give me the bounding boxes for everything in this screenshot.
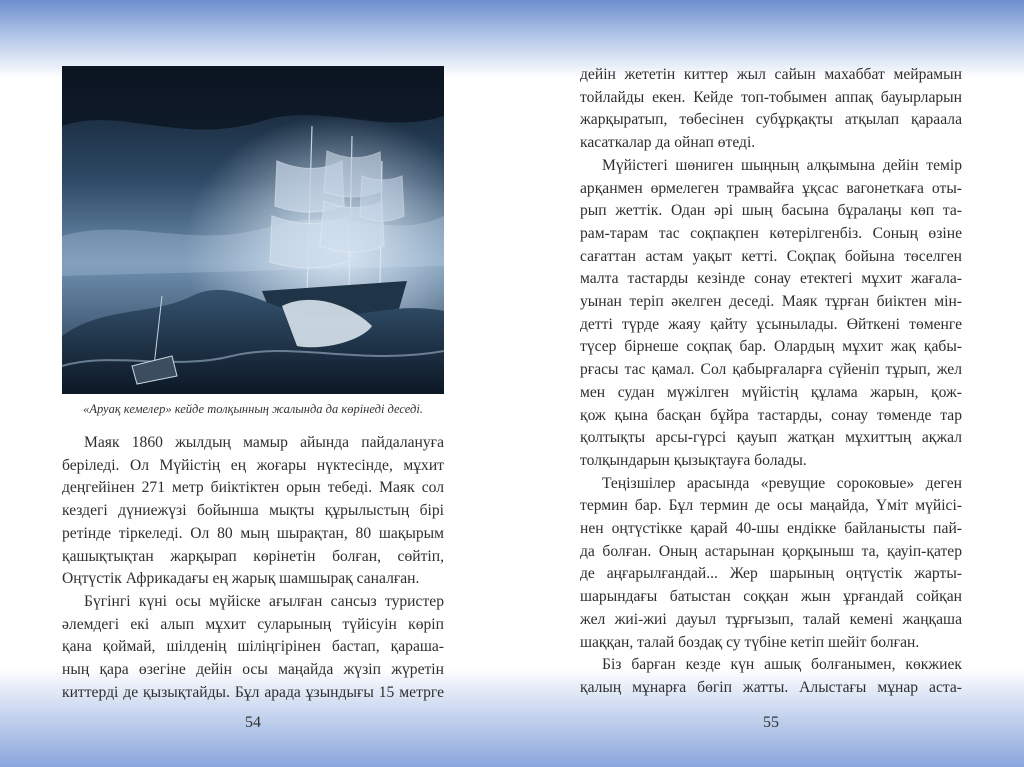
text-line: рғасы тас қамал. Сол қабырғаларға сүйеніп тұрып, жел — [580, 361, 962, 379]
paragraph — [580, 64, 962, 155]
text-line: қалың мұнарға бөгіп жатты. Алыстағы мұнар аста- — [580, 678, 962, 696]
text-line: малта тастарды кезінде сонау етектегі мұхит жағала- — [580, 270, 962, 288]
text-line: рып жеттік. Одан әрі шың басына бұралаңы көп та- — [580, 202, 962, 220]
text-line: термин бар. Бұл термин де осы маңайда, Үміт мүйісі- — [580, 497, 962, 515]
paragraph — [580, 155, 962, 473]
right-body-text — [580, 64, 962, 700]
text-line: де аңғарылғандай... Жер шарының оңтүстік жарты- — [580, 565, 962, 583]
text-line: әлемдегі екі алып мұхит суларының түйісуін көріп — [62, 615, 444, 633]
text-line: ретінде тіркеледі. Ол 80 мың шырақтан, 80 шақырым — [62, 524, 444, 542]
illustration-caption: «Аруақ кемелер» кейде толқынның жалында да көрінеді деседі. — [83, 402, 423, 416]
text-line: тойлайды екен. Кейде топ-тобымен аппақ бауырларын — [580, 88, 962, 106]
text-line: қож қына басқан бұйра тастарды, сонау төменде тар — [580, 406, 962, 424]
text-line: уынан теріп әкелген деседі. Маяк тұрған биіктен мін- — [580, 293, 962, 311]
text-line: беріледі. Ол Мүйістің ең жоғары нүктесінде, мұхит — [62, 456, 444, 474]
paragraph — [580, 654, 962, 699]
text-line: киттерді де қызықтайды. Бұл арада ұзындығы 15 метрге — [62, 683, 444, 701]
paragraph — [62, 432, 444, 591]
text-line: сағаттан астам уақыт кетті. Соқпақ бойына төселген — [580, 247, 962, 265]
text-line: жел жиі-жиі дауыл тұрғызып, талай кемені жаңқаша — [580, 610, 962, 628]
text-line: деңгейінен 271 метр биіктіктен орын тебеді. Маяк сол — [62, 479, 444, 497]
text-line: арқанмен өрмелеген трамвайға ұқсас вагонеткаға оты- — [580, 179, 962, 197]
text-line: қана қоймай, шілденің шіліңгірінен бастап, қараша- — [62, 638, 444, 656]
text-line: кездегі дүниежүзі бойынша мықты құрылыстың бірі — [62, 502, 444, 520]
text-line: Бүгінгі күні осы мүйіске ағылған сансыз туристер — [84, 592, 444, 610]
page-number-left: 54 — [245, 714, 261, 731]
left-body-text — [62, 432, 444, 704]
text-line: қолтықты арсы-гүрсі қауып жатқан мұхиттың ақжал — [580, 429, 962, 447]
paragraph — [580, 473, 962, 655]
text-line: шарындағы батыстан соққан жын ұрғандай сойқан — [580, 588, 962, 606]
ghost-ship-image — [62, 66, 444, 394]
text-line: рам-тарам тас соқпақпен көтерілгенбіз. Соның өзіне — [580, 224, 962, 242]
text-line: қашықтықтан жарқырап көрінетін болған, сөйтіп, — [62, 547, 444, 565]
text-line: да болған. Оның астарынан қорқыныш та, қауіп-қатер — [580, 542, 962, 560]
text-line: детті түрде жаяу қайту ұсынылады. Өйткені төменге — [580, 315, 962, 333]
text-line: мен судан мүжілген мүйістің құлама жарын, қож- — [580, 383, 962, 401]
text-line: Мүйістегі шөниген шыңның алқымына дейін темір — [602, 156, 962, 174]
text-line: Біз барған кезде күн ашық болғанымен, көкжиек — [602, 656, 962, 674]
page-number-right: 55 — [763, 714, 779, 731]
text-line: жарқыратып, төбесінен субұрқақты атқылап қараала — [580, 111, 962, 129]
text-line: ның қара өзегіне дейін осы маңайда жүзіп жүретін — [62, 661, 444, 679]
text-line: түсер бірнеше соқпақ бар. Олардың мұхит жақ қабы- — [580, 338, 962, 356]
text-line: дейін жететін киттер жыл сайын махаббат мейрамын — [580, 66, 962, 83]
text-line: Теңізшілер арасында «ревущие сороковые» деген — [602, 474, 962, 492]
text-line: Маяк 1860 жылдың мамыр айында пайдалануға — [84, 434, 444, 451]
paragraph — [62, 591, 444, 705]
text-line: шаққан, талай боздақ су түбіне кетіп шейіт болған. — [580, 633, 920, 651]
text-line: Оңтүстік Африкадағы ең жарық шамшырақ саналған. — [62, 570, 420, 588]
text-line: нен оңтүстікке қарай 40-шы ендікке байланысты пай- — [580, 520, 962, 538]
text-line: касаткалар да ойнап өтеді. — [580, 134, 756, 152]
text-line: толқындарын қызықтауға болады. — [580, 451, 807, 469]
ghost-ship-illustration — [62, 66, 444, 394]
